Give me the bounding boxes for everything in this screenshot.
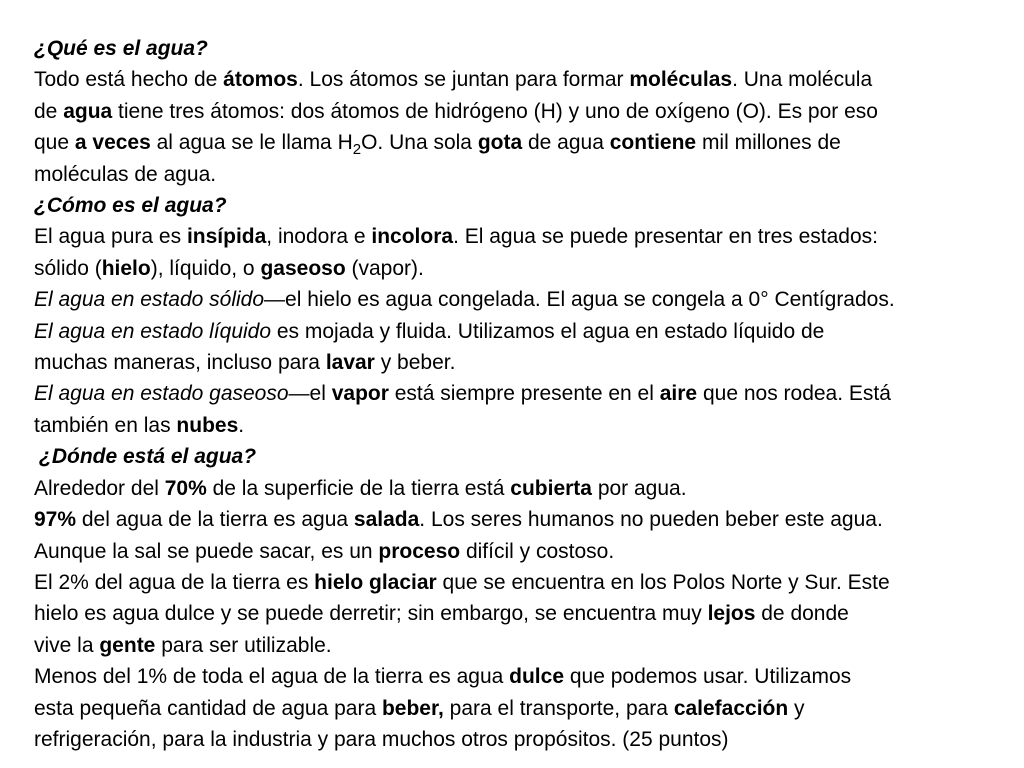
bold-term: beber, [381,696,444,720]
bold-term: a veces [74,131,151,155]
text-run: El agua pura es [34,225,187,249]
bold-term: vapor [331,382,389,406]
body-line [34,536,994,567]
body-line [34,64,994,95]
body-line [34,630,994,661]
body-line [34,159,994,190]
text-run: de donde [755,602,849,626]
bold-term: hielo [101,256,151,280]
bold-term: cubierta [510,476,592,500]
bold-term: gente [99,633,156,657]
body-line [34,410,994,441]
text-run: y beber. [374,351,456,375]
text-run: mil millones de [696,131,841,155]
bold-term: incolora [371,225,454,249]
bold-term: gaseoso [260,256,346,280]
body-line [34,661,994,692]
bold-term: dulce [509,665,565,689]
text-run: que nos rodea. Está [697,382,891,406]
text-run: Alrededor del [34,476,165,500]
body-line [34,598,994,629]
text-run: Todo está hecho de [34,68,224,92]
body-line [34,693,994,724]
bold-term: nubes [176,413,239,437]
body-line [34,724,994,755]
text-run: para ser utilizable. [155,633,332,657]
text-run: ¿Qué es el agua? [34,37,208,60]
text-run: —el hielo es agua congelada. El agua se congela a 0° Centígrados. [264,288,895,312]
text-run: muchas maneras, incluso para [34,351,326,375]
text-run: ¿Dónde está el agua? [39,445,257,469]
bold-term: aire [659,382,698,406]
body-line [34,253,994,284]
text-run: . Una molécula [732,68,873,92]
text-run: ¿Cómo es el agua? [34,194,227,218]
section-heading [34,33,994,64]
text-run: (vapor). [345,256,424,280]
subscript: 2 [352,141,362,159]
bold-term: insípida [186,225,267,249]
body-line [34,504,994,535]
body-line [34,96,994,127]
text-run: . Los seres humanos no pueden beber este agua. [419,508,883,532]
text-run: , inodora e [266,225,372,249]
body-line [34,567,994,598]
section-heading [34,190,994,221]
text-run: ), líquido, o [150,256,261,280]
text-run: vive la [34,633,100,657]
text-run: sólido ( [34,256,102,280]
text-run: está siempre presente en el [388,382,660,406]
text-run: y [788,696,805,720]
text-run: también en las [34,413,177,437]
document-text [34,33,994,755]
text-run: que podemos usar. Utilizamos [564,665,852,689]
text-run: refrigeración, para la industria y para muchos otros propósitos. (25 puntos) [34,727,729,751]
text-run: El 2% del agua de la tierra es [34,570,315,594]
text-run: que se encuentra en los Polos Norte y Sur. Este [436,570,890,594]
text-run: es mojada y fluida. Utilizamos el agua en estado líquido de [271,319,825,343]
text-run: —el [288,382,332,406]
text-run: que [34,131,75,155]
body-line [34,284,994,315]
bold-term: salada [353,508,420,532]
text-run: al agua se le llama H [150,131,353,155]
bold-term: gota [477,131,523,155]
body-line [34,473,994,504]
text-run: por agua. [591,476,687,500]
bold-term: contiene [609,131,697,155]
body-line [34,378,994,409]
text-run: difícil y costoso. [460,539,615,563]
bold-term: calefacción [673,696,789,720]
text-run: del agua de la tierra es agua [76,508,354,532]
text-run: de [34,99,64,123]
italic-phrase: El agua en estado líquido [34,319,272,343]
bold-term: agua [63,99,113,123]
body-line [34,221,994,252]
text-run: para el transporte, para [443,696,674,720]
text-run: hielo es agua dulce y se puede derretir; sin embargo, se encuentra muy [34,602,708,626]
bold-term: moléculas [629,68,733,92]
text-run: esta pequeña cantidad de agua para [34,696,382,720]
body-line [34,316,994,347]
text-run: de la superficie de la tierra está [206,476,511,500]
body-line [34,127,994,158]
text-run: tiene tres átomos: dos átomos de hidrógeno (H) y uno de oxígeno (O). Es por eso [112,99,878,123]
text-run: O. Una sola [361,131,478,155]
bold-term: hielo glaciar [314,570,437,594]
bold-term: proceso [378,539,461,563]
bold-term: lavar [325,351,375,375]
bold-term: átomos [223,68,298,92]
italic-phrase: El agua en estado sólido [34,288,265,312]
text-run: Aunque la sal se puede sacar, es un [34,539,379,563]
bold-term: lejos [707,602,756,626]
body-line [34,347,994,378]
text-run: . [238,413,245,437]
text-run: de agua [522,131,610,155]
text-run: . Los átomos se juntan para formar [297,68,630,92]
text-run: Menos del 1% de toda el agua de la tierra es agua [34,665,510,689]
section-heading [34,441,994,472]
bold-term: 97% [34,508,77,532]
text-run: . El agua se puede presentar en tres estados: [453,225,879,249]
italic-phrase: El agua en estado gaseoso [34,382,289,406]
text-run: moléculas de agua. [34,162,217,186]
bold-term: 70% [164,476,207,500]
